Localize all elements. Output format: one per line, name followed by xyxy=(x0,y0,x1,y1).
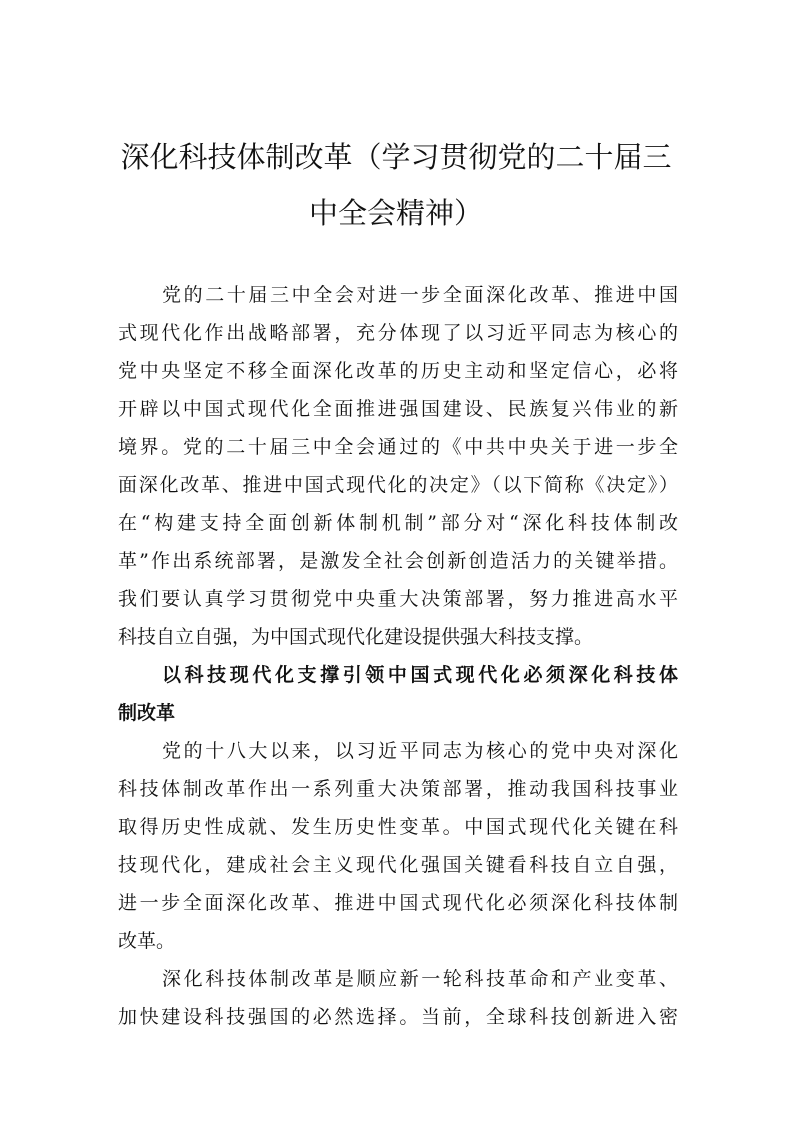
document-title-line-2: 中全会精神） xyxy=(308,196,483,230)
paragraph-line: 加快建设科技强国的必然选择。当前，全球科技创新进入密 xyxy=(118,1006,678,1028)
paragraph-intro xyxy=(118,276,678,656)
paragraph-line: 革”作出系统部署，是激发全社会创新创造活力的关键举措。 xyxy=(118,550,678,572)
paragraph-line: 科技自立自强，为中国式现代化建设提供强大科技支撑。 xyxy=(118,626,594,648)
section-heading xyxy=(118,656,678,732)
paragraph-line: 开辟以中国式现代化全面推进强国建设、民族复兴伟业的新 xyxy=(118,398,678,420)
paragraph-line: 深化科技体制改革是顺应新一轮科技革命和产业变革、 xyxy=(162,968,678,990)
paragraph-line: 党的十八大以来，以习近平同志为核心的党中央对深化 xyxy=(162,740,678,762)
heading-line: 以科技现代化支撑引领中国式现代化必须深化科技体 xyxy=(162,664,678,686)
paragraph-body xyxy=(118,960,678,1036)
paragraph-line: 党中央坚定不移全面深化改革的历史主动和坚定信心，必将 xyxy=(118,360,678,382)
paragraph-line: 技现代化，建成社会主义现代化强国关键看科技自立自强， xyxy=(118,854,678,876)
heading-line: 制改革 xyxy=(118,702,176,724)
paragraph-line: 改革。 xyxy=(118,930,176,952)
paragraph-line: 在“构建支持全面创新体制机制”部分对“深化科技体制改 xyxy=(118,512,678,534)
paragraph-line: 进一步全面深化改革、推进中国式现代化必须深化科技体制 xyxy=(118,892,678,914)
paragraph-line: 我们要认真学习贯彻党中央重大决策部署，努力推进高水平 xyxy=(118,588,678,610)
paragraph-line: 科技体制改革作出一系列重大决策部署，推动我国科技事业 xyxy=(118,778,678,800)
paragraph-body xyxy=(118,732,678,960)
paragraph-line: 党的二十届三中全会对进一步全面深化改革、推进中国 xyxy=(162,284,678,306)
paragraph-line: 面深化改革、推进中国式现代化的决定》（以下简称《决定》） xyxy=(118,474,678,496)
paragraph-line: 境界。党的二十届三中全会通过的《中共中央关于进一步全 xyxy=(118,436,678,458)
paragraph-line: 式现代化作出战略部署，充分体现了以习近平同志为核心的 xyxy=(118,322,678,344)
document-title-line-1: 深化科技体制改革（学习贯彻党的二十届三 xyxy=(120,140,672,174)
paragraph-line: 取得历史性成就、发生历史性变革。中国式现代化关键在科 xyxy=(118,816,678,838)
